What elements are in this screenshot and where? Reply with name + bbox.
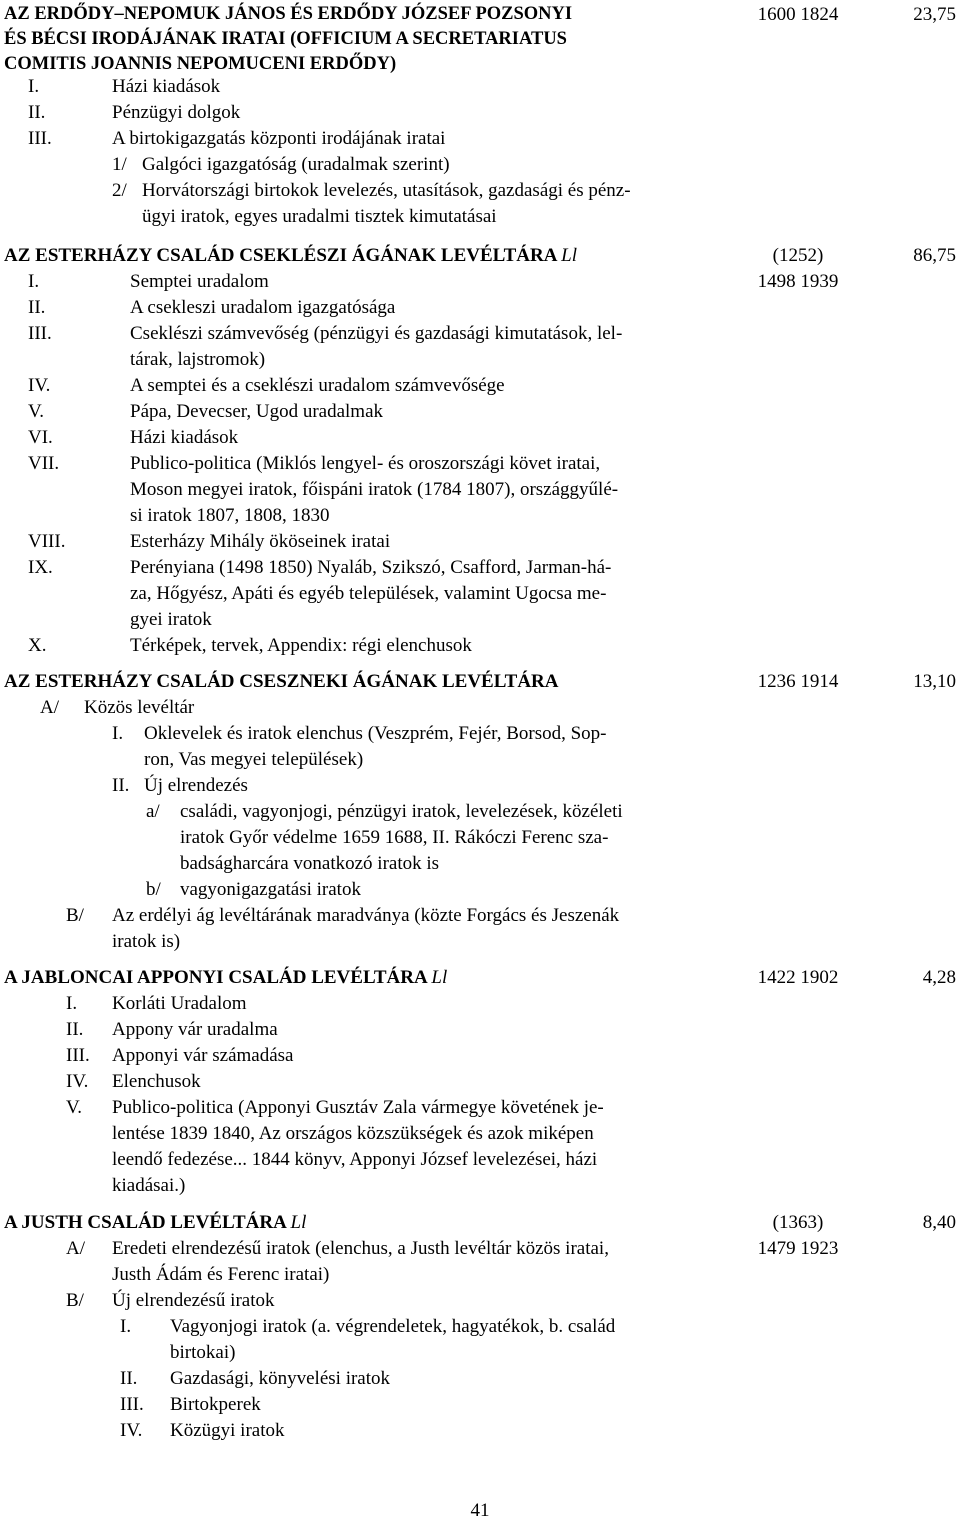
entry-title [4,965,704,991]
item-text-line: leendő fedezése... 1844 könyv, Apponyi József levelezései, házi [112,1149,598,1170]
item-text-line: si iratok 1807, 1808, 1830 [130,505,330,526]
item-text: Közügyi iratok [170,1420,285,1441]
item-text-line: Az erdélyi ág levéltárának maradványa (közte Forgács és Jeszenák [112,905,620,926]
item-text: A birtokigazgatás központi irodájának iratai [112,128,446,149]
item-number: a/ [146,801,160,822]
entry-size: 8,40 [922,1212,956,1233]
item-number: V. [66,1097,83,1118]
item-number: X. [28,635,47,656]
item-text-line: Eredeti elrendezésű iratok (elenchus, a Justh levéltár közös iratai, [112,1238,609,1259]
item-number: III. [28,323,52,344]
item-text-line: iratok is) [112,931,181,952]
item-number: III. [28,128,52,149]
item-text-line: Cseklészi számvevőség (pénzügyi és gazdasági kimutatások, lel- [130,323,623,344]
item-text: Gazdasági, könyvelési iratok [170,1368,391,1389]
item-text: Appony vár uradalma [112,1019,278,1040]
item-text-line: Publico-politica (Apponyi Gusztáv Zala vármegye követének je- [112,1097,604,1118]
entry-years: 1600 1824 [757,4,839,25]
item-number: A/ [66,1238,85,1259]
item-text-line: badságharcára vonatkozó iratok is [180,853,440,874]
item-text-line: gyei iratok [130,609,212,630]
item-number: I. [120,1316,132,1337]
entry-title [4,1210,704,1236]
item-text: Közös levéltár [84,697,195,718]
item-text-line: iratok Győr védelme 1659 1688, II. Rákóczi Ferenc sza- [180,827,609,848]
entry-title-line: ÉS BÉCSI IRODÁJÁNAK IRATAI (OFFICIUM A SECRETARIATUS [4,29,567,49]
item-text: Korláti Uradalom [112,993,247,1014]
entry-years: 1236 1914 [757,671,839,692]
item-text: A semptei és a cseklészi uradalom számvevősége [130,375,505,396]
item-number: IV. [28,375,51,396]
item-number: IX. [28,557,53,578]
item-number: IV. [66,1071,89,1092]
item-text-line: Horvátországi birtokok levelezés, utasítások, gazdasági és pénz- [142,180,631,201]
entry-title-line: AZ ERDŐDY–NEPOMUK JÁNOS ÉS ERDŐDY JÓZSEF POZSONYI [4,4,573,24]
item-number: 2/ [112,180,127,201]
item-text: Házi kiadások [130,427,239,448]
item-text: Birtokperek [170,1394,261,1415]
item-number: VIII. [28,531,66,552]
entry-title [4,243,704,269]
item-text: Apponyi vár számadása [112,1045,294,1066]
item-number: I. [112,723,124,744]
entry-title-suffix: Ll [431,967,448,988]
item-text: Pénzügyi dolgok [112,102,241,123]
item-text-line: Vagyonjogi iratok (a. végrendeletek, hagyatékok, b. család [170,1316,616,1337]
item-number: I. [66,993,78,1014]
item-number: I. [28,271,40,292]
item-number: II. [66,1019,84,1040]
item-text-line: Moson megyei iratok, főispáni iratok (1784 1807), országgyűlé- [130,479,619,500]
item-number: VII. [28,453,60,474]
item-text-line: tárak, lajstromok) [130,349,266,370]
item-number: III. [66,1045,90,1066]
item-text: Térképek, tervek, Appendix: régi elenchusok [130,635,472,656]
entry-size: 23,75 [913,4,956,25]
item-text: Új elrendezés [144,775,248,796]
entry-size: 4,28 [922,967,956,988]
item-text: Esterházy Mihály ököseinek iratai [130,531,391,552]
item-number: II. [112,775,130,796]
entry-title-text: AZ ESTERHÁZY CSALÁD CSEKLÉSZI ÁGÁNAK LEVÉLTÁRA [4,245,557,266]
item-number: II. [28,297,46,318]
item-text: Pápa, Devecser, Ugod uradalmak [130,401,384,422]
item-number: VI. [28,427,53,448]
item-text-line: lentése 1839 1840, Az országos közszükségek és azok miképen [112,1123,594,1144]
entry-size: 13,10 [913,671,956,692]
item-text-line: családi, vagyonjogi, pénzügyi iratok, levelezések, közéleti [180,801,623,822]
item-text: Házi kiadások [112,76,221,97]
item-number: 1/ [112,154,127,175]
item-text: A csekleszi uradalom igazgatósága [130,297,396,318]
item-text-line: kiadásai.) [112,1175,186,1196]
entry-title: AZ ESTERHÁZY CSALÁD CSESZNEKI ÁGÁNAK LEVÉLTÁRA [4,671,559,692]
entry-size: 86,75 [913,245,956,266]
item-number: b/ [146,879,161,900]
item-text: vagyonigazgatási iratok [180,879,361,900]
item-text-line: za, Hőgyész, Apáti és egyéb települések, valamint Ugocsa me- [130,583,607,604]
entry-years: (1363) [772,1212,824,1233]
item-number: B/ [66,905,84,926]
entry-title-line: COMITIS JOANNIS NEPOMUCENI ERDŐDY) [4,54,397,74]
page-number: 41 [470,1500,490,1521]
item-number: I. [28,76,40,97]
item-number: III. [120,1394,144,1415]
item-number: A/ [40,697,59,718]
item-text-line: ügyi iratok, egyes uradalmi tisztek kimutatásai [142,206,497,227]
item-number: B/ [66,1290,84,1311]
entry-title-text: A JUSTH CSALÁD LEVÉLTÁRA [4,1212,286,1233]
item-text: Galgóci igazgatóság (uradalmak szerint) [142,154,450,175]
item-text-line: Publico-politica (Miklós lengyel- és oroszországi követ iratai, [130,453,601,474]
entry-title-suffix: Ll [290,1212,307,1233]
item-text: Új elrendezésű iratok [112,1290,275,1311]
item-text-line: ron, Vas megyei települések) [144,749,364,770]
entry-title-text: A JABLONCAI APPONYI CSALÁD LEVÉLTÁRA [4,967,427,988]
item-text-line: Justh Ádám és Ferenc iratai) [112,1264,330,1285]
entry-years: 1498 1939 [757,271,839,292]
item-number: IV. [120,1420,143,1441]
entry-years: 1422 1902 [757,967,839,988]
item-number: II. [28,102,46,123]
item-number: II. [120,1368,138,1389]
item-text: Semptei uradalom [130,271,269,292]
item-text-line: birtokai) [170,1342,236,1363]
entry-years: (1252) [772,245,824,266]
item-text: Elenchusok [112,1071,201,1092]
item-text-line: Perényiana (1498 1850) Nyaláb, Szikszó, Csafford, Jarman-há- [130,557,612,578]
item-text-line: Oklevelek és iratok elenchus (Veszprém, Fejér, Borsod, Sop- [144,723,607,744]
entry-title-suffix: Ll [561,245,577,266]
entry-years: 1479 1923 [757,1238,839,1259]
item-number: V. [28,401,45,422]
